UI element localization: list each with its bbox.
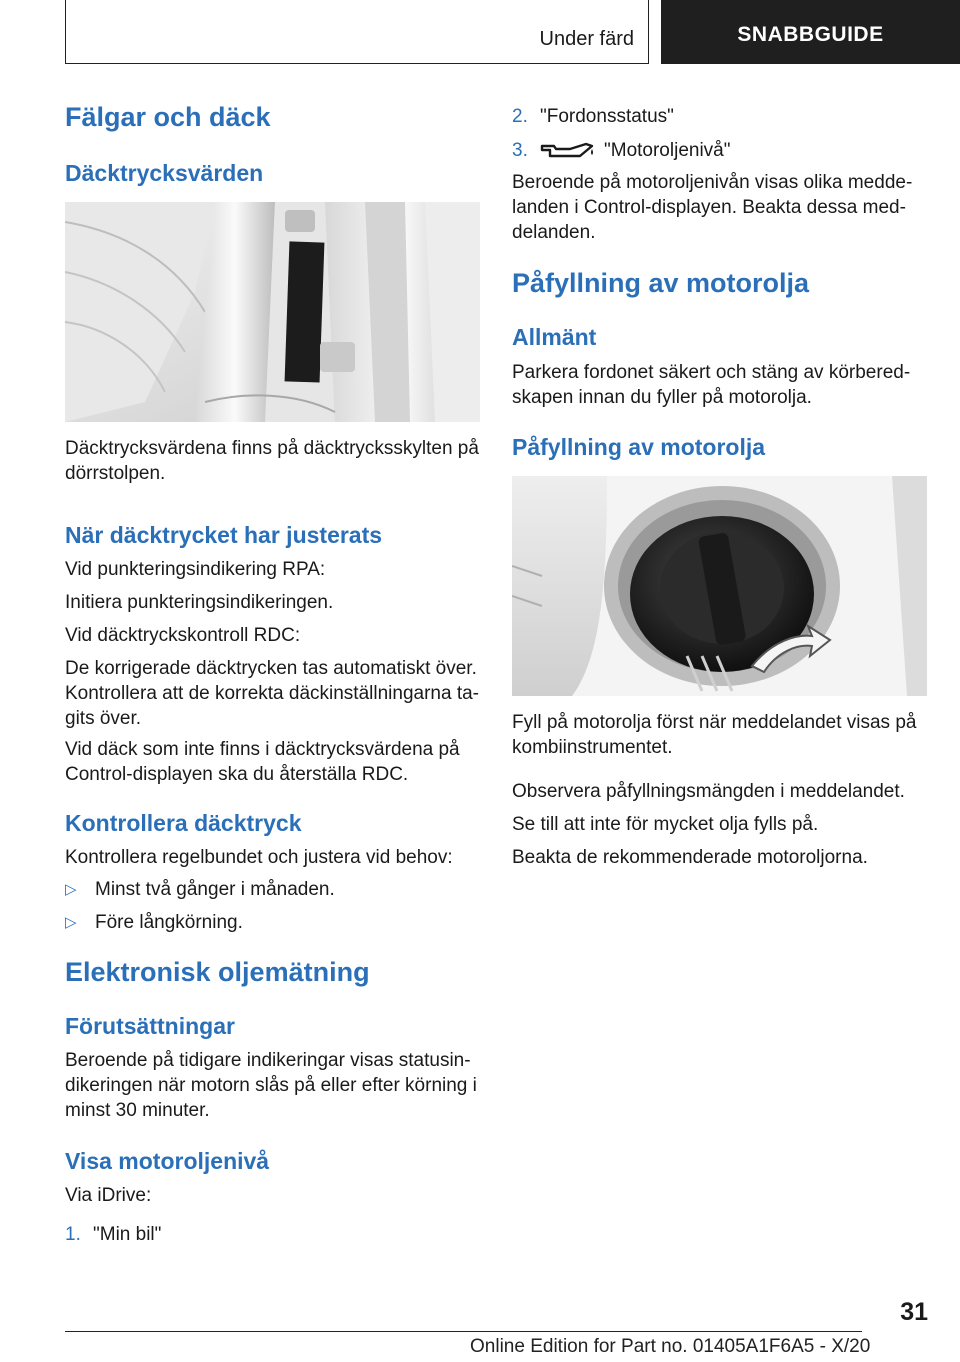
subheading: Förutsättningar (65, 1013, 235, 1039)
subheading: Däcktrycksvärden (65, 160, 264, 186)
paragraph: De korrigerade däcktrycken tas automatiskt över. Kontrollera att de korrekta däckinställningarna ta-gits över. (65, 658, 480, 729)
footer-edition: Online Edition for Part no. 01405A1F6A5 - X/20 (470, 1336, 871, 1357)
header-tab: SNABBGUIDE (661, 0, 960, 64)
figure-caption: Däcktrycksvärdena finns på däcktrycksskylten på dörrstolpen. (65, 438, 479, 484)
paragraph: Initiera punkteringsindikeringen. (65, 592, 334, 613)
footer-divider (65, 1331, 862, 1332)
subheading: När däcktrycket har justerats (65, 522, 383, 548)
paragraph: Kontrollera regelbundet och justera vid behov: (65, 847, 453, 868)
page-number: 31 (900, 1298, 928, 1326)
paragraph: Via iDrive: (65, 1185, 152, 1206)
oil-cap-illustration (512, 476, 927, 696)
door-pillar-illustration (65, 202, 480, 422)
paragraph: Vid däcktryckskontroll RDC: (65, 625, 301, 646)
oil-can-icon (540, 138, 596, 163)
paragraph: Se till att inte för mycket olja fylls på. (512, 814, 819, 835)
subheading: Kontrollera däcktryck (65, 810, 302, 836)
section-title: Fälgar och däck (65, 102, 271, 132)
section-title: Påfyllning av motorolja (512, 268, 810, 298)
door-pillar-figure (65, 202, 480, 422)
paragraph: Vid däck som inte finns i däcktrycksvärdena på Control-displayen ska du återställa RDC. (65, 739, 460, 785)
paragraph: Beroende på motoroljenivån visas olika medde-landen i Control-displayen. Beakta dessa med-delanden. (512, 172, 913, 243)
section-title: Elektronisk oljemätning (65, 957, 370, 987)
header-section: Under färd (539, 28, 634, 50)
paragraph: Beakta de rekommenderade motoroljorna. (512, 847, 868, 868)
paragraph: Parkera fordonet säkert och stäng av körbered-skapen innan du fyller på motorolja. (512, 362, 911, 408)
oil-cap-figure (512, 476, 927, 696)
paragraph: Observera påfyllningsmängden i meddelandet. (512, 781, 905, 802)
paragraph: Vid punkteringsindikering RPA: (65, 559, 326, 580)
paragraph: Beroende på tidigare indikeringar visas statusin-dikeringen när motorn slås på eller efter körning i minst 30 minuter. (65, 1050, 477, 1121)
paragraph: Fyll på motorolja först när meddelandet visas på kombiinstrumentet. (512, 712, 917, 758)
subheading: Allmänt (512, 324, 597, 350)
triangle-right-icon: ▷ (65, 881, 77, 898)
subheading: Visa motoroljenivå (65, 1148, 270, 1174)
triangle-right-icon: ▷ (65, 914, 77, 931)
subheading: Påfyllning av motorolja (512, 434, 766, 460)
